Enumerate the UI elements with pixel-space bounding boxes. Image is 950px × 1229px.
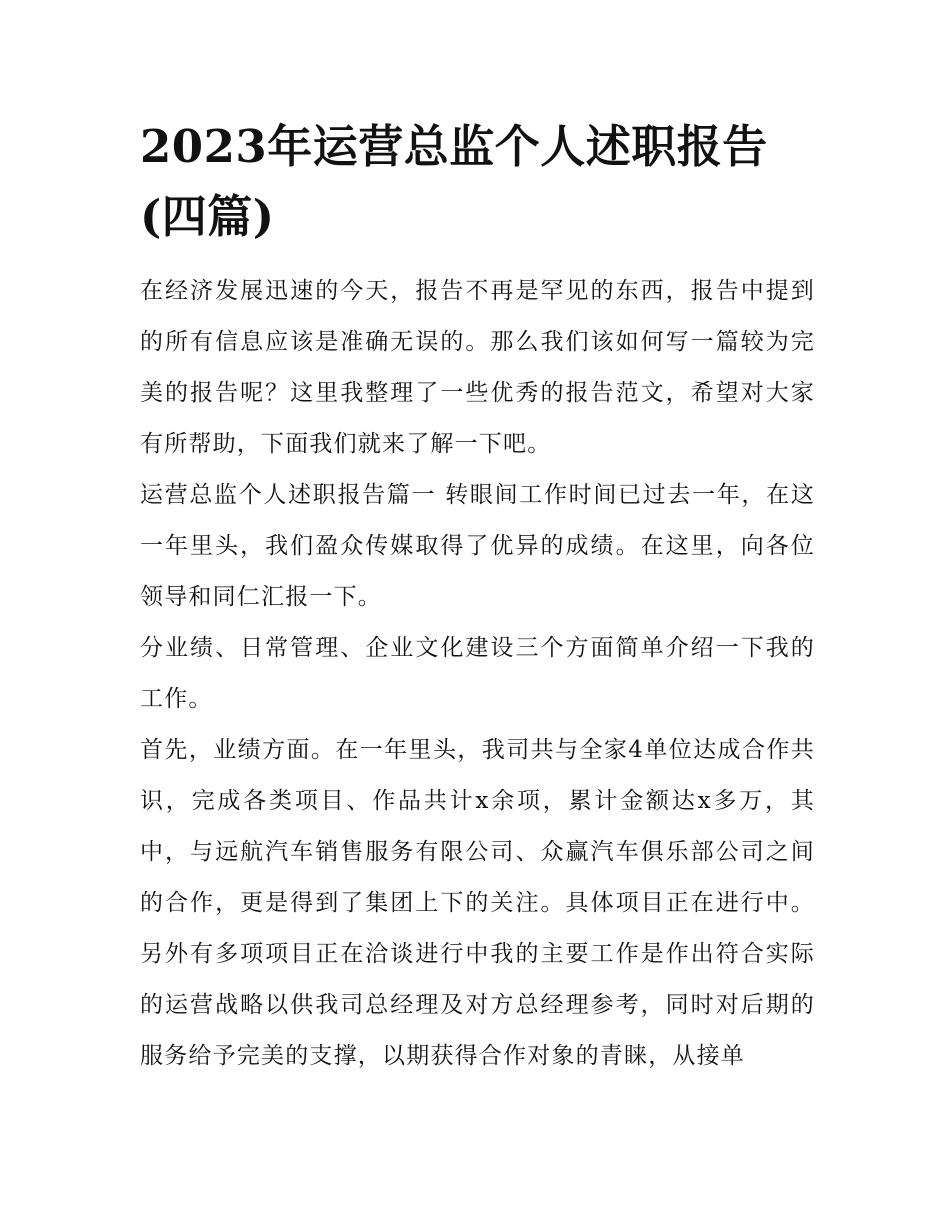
paragraph-overview: 分业绩、日常管理、企业文化建设三个方面简单介绍一下我的工作。 [140, 635, 815, 712]
document-title: 2023年运营总监个人述职报告(四篇) [140, 120, 768, 243]
paragraph-report-one-opening: 运营总监个人述职报告篇一 转眼间工作时间已过去一年，在这一年里头，我们盈众传媒取得了优异的成绩。在这里，向各位领导和同仁汇报一下。 [140, 482, 815, 610]
paragraph-performance: 首先，业绩方面。在一年里头，我司共与全家4单位达成合作共识，完成各类项目、作品共计x余项，累计金额达x多万，其中，与远航汽车销售服务有限公司、众赢汽车俱乐部公司之间的合作，更是得到了集团上下的关注。具体项目正在进行中。另外有多项项目正在洽谈进行中我的主要工作是作出符合实际的运营战略以供我司总经理及对方总经理参考，同时对后期的服务给予完美的支撑，以期获得合作对象的青睐，从接单 [140, 737, 815, 1069]
paragraph-intro: 在经济发展迅速的今天，报告不再是罕见的东西，报告中提到的所有信息应该是准确无误的。那么我们该如何写一篇较为完美的报告呢？这里我整理了一些优秀的报告范文，希望对大家有所帮助，下面我们就来了解一下吧。 [140, 278, 815, 457]
document-page [140, 112, 815, 1082]
